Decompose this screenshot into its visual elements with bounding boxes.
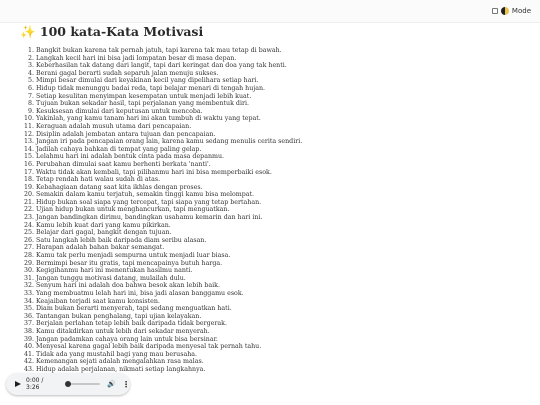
quote-item: 29. Bermimpi besar itu gratis, tapi mencapainya butuh harga.: [36, 260, 536, 268]
quote-item: 7. Setiap kesulitan menyimpan kesempatan untuk menjadi lebih kuat.: [36, 93, 536, 101]
quote-item: 12. Disiplin adalah jembatan antara tujuan dan pencapaian.: [36, 131, 536, 139]
quote-item: 38. Kamu ditakdirkan untuk lebih dari sekadar menyerah.: [36, 328, 536, 336]
quote-item: 31. Jangan tunggu motivasi datang, mulailah dulu.: [36, 275, 536, 283]
quote-item: 20. Semakin dalam kamu terjatuh, semakin tinggi kamu bisa melompat.: [36, 191, 536, 199]
player-time: 0:00 / 3:26: [26, 377, 44, 391]
mode-label: Mode: [511, 7, 531, 15]
quote-item: 28. Kamu tak perlu menjadi sempurna untuk menjadi luar biasa.: [36, 252, 536, 260]
more-options-icon[interactable]: ⋮: [122, 379, 130, 389]
half-moon-icon: [501, 7, 509, 15]
quote-item: 41. Tidak ada yang mustahil bagi yang mau berusaha.: [36, 351, 536, 359]
quote-item: 21. Hidup bukan soal siapa yang tercepat, tapi siapa yang tetap bertahan.: [36, 199, 536, 207]
quote-item: 1. Bangkit bukan karena tak pernah jatuh, tapi karena tak mau tetap di bawah.: [36, 47, 536, 55]
quote-item: 30. Kegigihanmu hari ini menentukan hasilmu nanti.: [36, 267, 536, 275]
quote-item: 42. Kemenangan sejati adalah mengalahkan rasa malas.: [36, 358, 536, 366]
page-title: ✨ 100 kata-Kata Motivasi: [20, 24, 204, 39]
quote-item: 6. Hidup tidak menunggu badai reda, tapi belajar menari di tengah hujan.: [36, 85, 536, 93]
quote-item: 9. Kesuksesan dimulai dari keputusan untuk mencoba.: [36, 108, 536, 116]
top-bar: [0, 0, 540, 23]
quote-item: 37. Berjalan perlahan tetap lebih baik daripada tidak bergerak.: [36, 320, 536, 328]
quote-item: 11. Keraguan adalah musuh utama dari pencapaian.: [36, 123, 536, 131]
quote-item: 19. Kebahagiaan datang saat kita ikhlas dengan proses.: [36, 184, 536, 192]
progress-knob[interactable]: [65, 381, 71, 387]
quote-item: 3. Keberhasilan tak datang dari langit, tapi dari keringat dan doa yang tak henti.: [36, 62, 536, 70]
quote-item: 5. Mimpi besar dimulai dari keyakinan kecil yang dipelihara setiap hari.: [36, 77, 536, 85]
quote-item: 8. Tujuan bukan sekadar hasil, tapi perjalanan yang membentuk diri.: [36, 100, 536, 108]
play-icon[interactable]: [15, 381, 21, 387]
audio-player[interactable]: [6, 373, 130, 395]
quote-item: 35. Diam bukan berarti menyerah, tapi sedang menguatkan hati.: [36, 305, 536, 313]
quote-item: 43. Hidup adalah perjalanan, nikmati setiap langkahnya.: [36, 366, 536, 374]
quote-item: 14. Jadilah cahaya bahkan di tempat yang paling gelap.: [36, 146, 536, 154]
quote-item: 22. Ujian hidup bukan untuk menghancurkan, tapi menguatkan.: [36, 206, 536, 214]
quote-item: 15. Lelahmu hari ini adalah bentuk cinta pada masa depanmu.: [36, 153, 536, 161]
quote-item: 36. Tantangan bukan penghalang, tapi ujian kelayakan.: [36, 313, 536, 321]
volume-icon[interactable]: 🔊: [107, 380, 116, 388]
quote-item: 13. Jangan iri pada pencapaian orang lain, karena kamu sedang menulis cerita sendiri.: [36, 138, 536, 146]
quote-item: 10. Yakinlah, yang kamu tanam hari ini akan tumbuh di waktu yang tepat.: [36, 115, 536, 123]
quote-item: 34. Keajaiban terjadi saat kamu konsisten.: [36, 298, 536, 306]
quote-item: 40. Menyesal karena gagal lebih baik daripada menyesal tak pernah tahu.: [36, 343, 536, 351]
quote-item: 16. Perubahan dimulai saat kamu berhenti berkata 'nanti'.: [36, 161, 536, 169]
mode-checkbox[interactable]: [492, 8, 498, 14]
quote-item: 24. Kamu lebih kuat dari yang kamu pikirkan.: [36, 222, 536, 230]
quote-item: 2. Langkah kecil hari ini bisa jadi lompatan besar di masa depan.: [36, 55, 536, 63]
quote-item: 23. Jangan bandingkan dirimu, bandingkan usahamu kemarin dan hari ini.: [36, 214, 536, 222]
quote-item: 39. Jangan padamkan cahaya orang lain untuk bisa bersinar.: [36, 336, 536, 344]
mode-toggle[interactable]: [492, 7, 531, 15]
quote-item: 26. Satu langkah lebih baik daripada diam seribu alasan.: [36, 237, 536, 245]
quote-item: 32. Senyum hari ini adalah doa bahwa besok akan lebih baik.: [36, 282, 536, 290]
quote-item: 33. Yang membuatmu lelah hari ini, bisa jadi alasan banggamu esok.: [36, 290, 536, 298]
quote-item: 25. Belajar dari gagal, bangkit dengan tujuan.: [36, 229, 536, 237]
quote-item: 4. Berani gagal berarti sudah separuh jalan menuju sukses.: [36, 70, 536, 78]
quote-list: [16, 47, 536, 374]
quote-item: 18. Tetap rendah hati walau sudah di atas.: [36, 176, 536, 184]
quote-item: 17. Waktu tidak akan kembali, tapi pilihanmu hari ini bisa memperbaiki esok.: [36, 169, 536, 177]
progress-slider[interactable]: [65, 383, 100, 385]
quote-item: 27. Harapan adalah bahan bakar semangat.: [36, 244, 536, 252]
